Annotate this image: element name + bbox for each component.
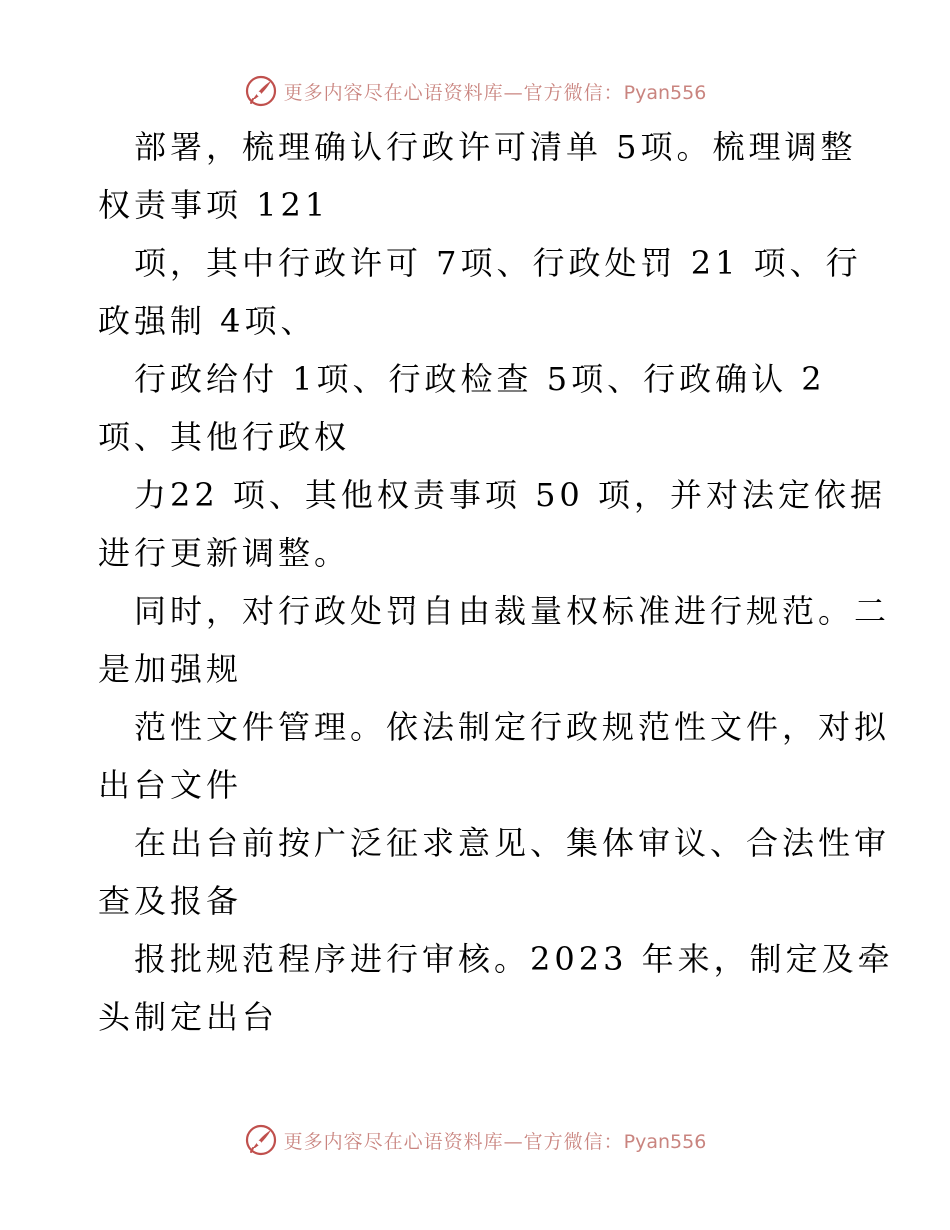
- text-line: 部署，梳理确认行政许可清单 5项。梳理调整: [134, 128, 857, 166]
- footer-watermark: [0, 1120, 950, 1160]
- text-line: 项，其中行政许可 7项、行政处罚 21 项、行: [134, 244, 862, 282]
- text-line: 政强制 4项、: [98, 302, 317, 340]
- text-line: 出台文件: [98, 766, 243, 804]
- text-line: 是加强规: [98, 650, 243, 688]
- text-line: 项、其他行政权: [98, 418, 351, 456]
- header-watermark: [0, 71, 950, 111]
- text-line: 范性文件管理。依法制定行政规范性文件，对拟: [134, 708, 891, 746]
- text-line: 力22 项、其他权责事项 50 项，并对法定依据: [134, 476, 886, 514]
- text-line: 同时，对行政处罚自由裁量权标准进行规范。二: [134, 592, 891, 630]
- quill-logo-icon: [244, 74, 278, 108]
- text-line: 查及报备: [98, 882, 243, 920]
- quill-logo-icon: [244, 1123, 278, 1157]
- watermark-text: 更多内容尽在心语资料库—官方微信：Pyan556: [283, 81, 707, 104]
- text-line: 报批规范程序进行审核。2023 年来，制定及牵: [134, 940, 894, 978]
- watermark-brand: Pyan556: [623, 1130, 707, 1153]
- watermark-text: 更多内容尽在心语资料库—官方微信：Pyan556: [283, 1130, 707, 1153]
- text-line: 头制定出台: [98, 998, 279, 1036]
- text-line: 权责事项 121: [98, 186, 330, 224]
- watermark-brand: Pyan556: [623, 81, 707, 104]
- text-line: 行政给付 1项、行政检查 5项、行政确认 2: [134, 360, 826, 398]
- text-line: 进行更新调整。: [98, 534, 351, 572]
- text-line: 在出台前按广泛征求意见、集体审议、合法性审: [134, 824, 891, 862]
